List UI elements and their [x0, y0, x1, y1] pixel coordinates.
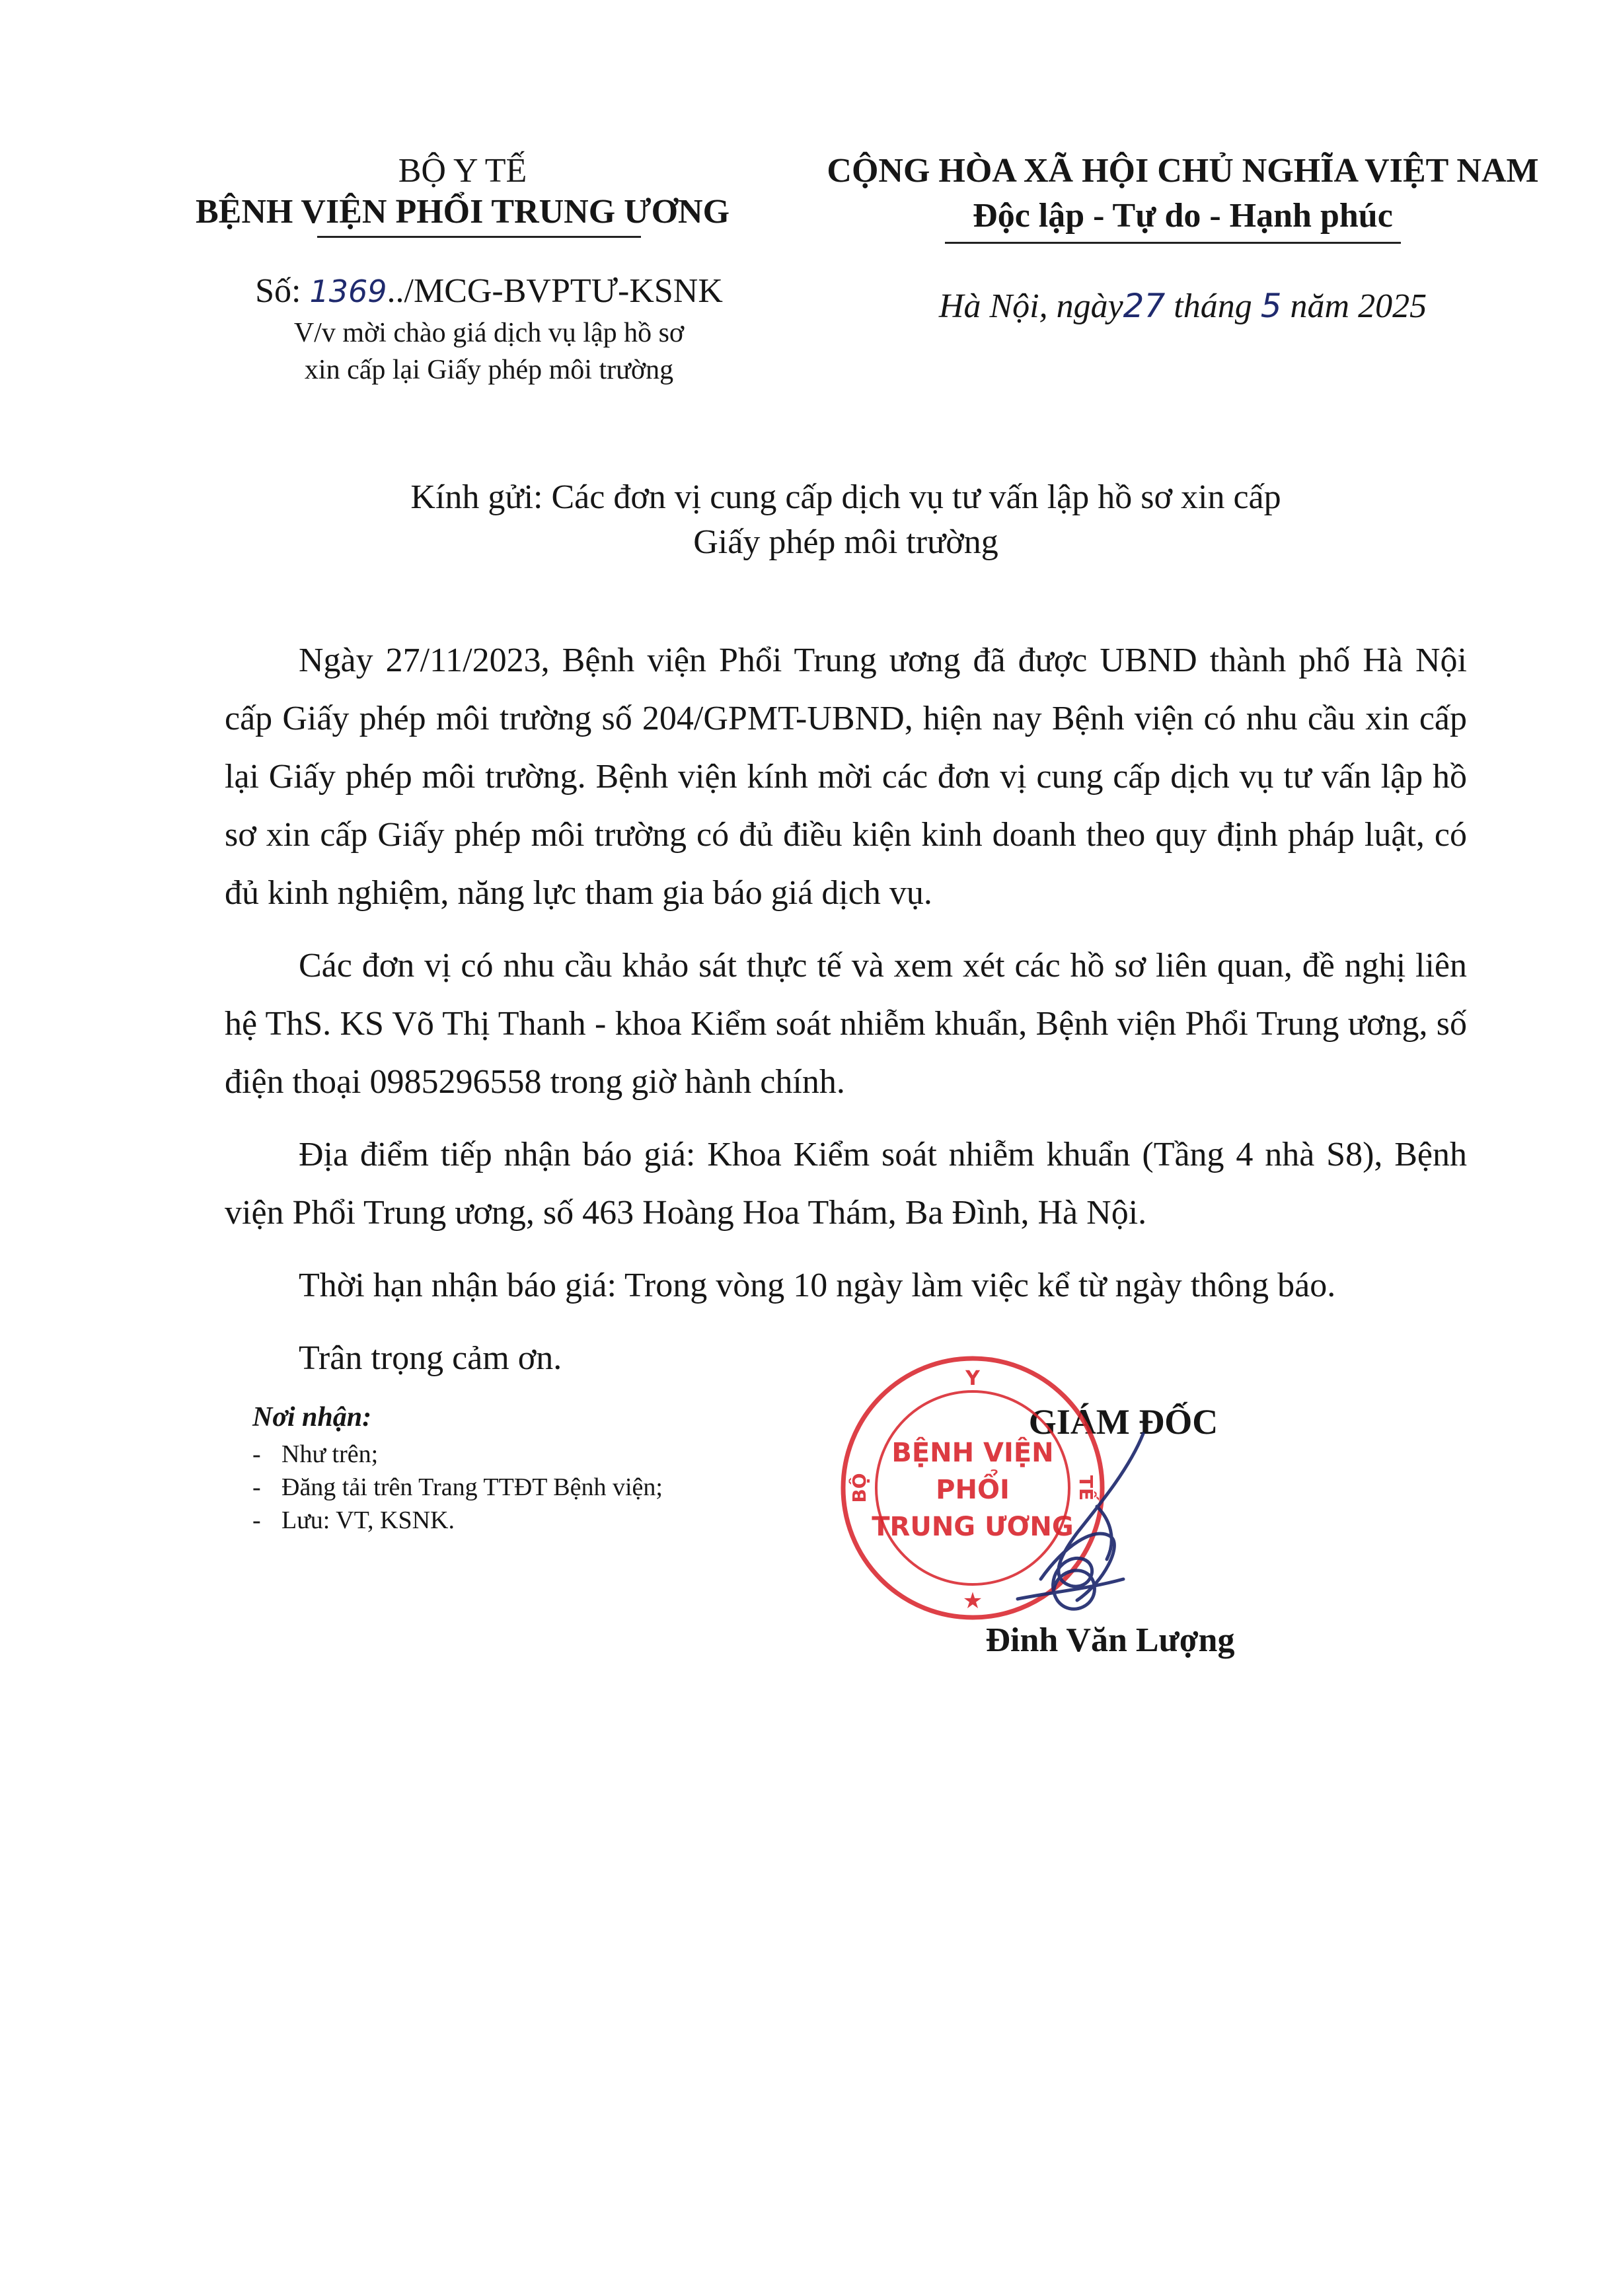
handwritten-signature: [978, 1427, 1189, 1625]
doc-number-suffix: ../MCG-BVPTƯ-KSNK: [387, 272, 723, 310]
seal-ring-top: Y: [965, 1367, 980, 1390]
header-left-underline: [317, 236, 641, 238]
seal-ring-left: BỘ: [848, 1473, 870, 1503]
recipients-list-item: - Đăng tải trên Trang TTĐT Bệnh viện;: [252, 1471, 847, 1504]
recipients-list-title: Nơi nhận:: [252, 1402, 372, 1432]
seal-star-icon: ★: [962, 1588, 983, 1614]
nation-title: CỘNG HÒA XÃ HỘI CHỦ NGHĨA VIỆT NAM: [827, 152, 1539, 190]
seal-ring-right: TẾ: [1075, 1475, 1097, 1501]
recipients-list: [252, 1438, 847, 1537]
date-month-label: tháng: [1165, 287, 1261, 325]
body-paragraph: Trân trọng cảm ơn.: [299, 1339, 562, 1377]
date-year: năm 2025: [1281, 287, 1427, 325]
doc-number-handwritten: 1369: [309, 274, 387, 309]
subject-line-2: xin cấp lại Giấy phép môi trường: [304, 355, 674, 385]
recipients-list-item: - Lưu: VT, KSNK.: [252, 1504, 847, 1537]
subject-line-1: V/v mời chào giá dịch vụ lập hồ sơ: [293, 318, 685, 348]
document-subject: [218, 315, 760, 389]
seal-text-line-1: BỆNH VIỆN: [891, 1438, 1054, 1468]
date-line: [760, 285, 1606, 327]
signature-stroke: [1018, 1579, 1123, 1599]
recipient-line-2: Giấy phép môi trường: [693, 523, 998, 561]
hospital-name: BỆNH VIỆN PHỔI TRUNG ƯƠNG: [195, 193, 730, 231]
signer-title: GIÁM ĐỐC: [1028, 1402, 1218, 1442]
recipients-list-item: - Như trên;: [252, 1438, 847, 1471]
date-place: Hà Nội, ngày: [938, 287, 1123, 325]
ministry-name: BỘ Y TẾ: [398, 152, 527, 190]
body-paragraph: Các đơn vị có nhu cầu khảo sát thực tế và xem xét các hồ sơ liên quan, đề nghị liên hệ ThS. KS Võ Thị Thanh - khoa Kiểm soát nhiễm khuẩn, Bệnh viện Phổi Trung ương, số điện thoại 0985296558 trong giờ hành chính.: [225, 947, 1467, 1101]
national-motto: Độc lập - Tự do - Hạnh phúc: [973, 197, 1393, 235]
body-paragraph: Ngày 27/11/2023, Bệnh viện Phổi Trung ương đã được UBND thành phố Hà Nội cấp Giấy phép môi trường số 204/GPMT-UBND, hiện nay Bệnh viện có nhu cầu xin cấp lại Giấy phép môi trường. Bệnh viện kính mời các đơn vị cung cấp dịch vụ tư vấn lập hồ sơ xin cấp Giấy phép môi trường có đủ điều kiện kinh doanh theo quy định pháp luật, có đủ kinh nghiệm, năng lực tham gia báo giá dịch vụ.: [225, 642, 1467, 912]
body-paragraph: Thời hạn nhận báo giá: Trong vòng 10 ngày làm việc kể từ ngày thông báo.: [299, 1267, 1336, 1304]
date-day-handwritten: 27: [1123, 287, 1166, 325]
date-month-handwritten: 5: [1260, 287, 1282, 325]
signer-name: Đinh Văn Lượng: [985, 1621, 1235, 1659]
letter-body: [225, 632, 1467, 1402]
header-right-underline: [945, 242, 1401, 244]
body-paragraph: Địa điểm tiếp nhận báo giá: Khoa Kiểm soát nhiễm khuẩn (Tầng 4 nhà S8), Bệnh viện Phổi Trung ương, số 463 Hoàng Hoa Thám, Ba Đình, Hà Nội.: [225, 1136, 1467, 1232]
seal-text-line-3: TRUNG ƯƠNG: [872, 1512, 1074, 1542]
document-number: [218, 271, 760, 312]
seal-text-line-2: PHỔI: [936, 1475, 1010, 1505]
doc-number-prefix: Số:: [255, 272, 310, 310]
recipient-line-1: Kính gửi: Các đơn vị cung cấp dịch vụ tư vấn lập hồ sơ xin cấp: [410, 478, 1281, 516]
